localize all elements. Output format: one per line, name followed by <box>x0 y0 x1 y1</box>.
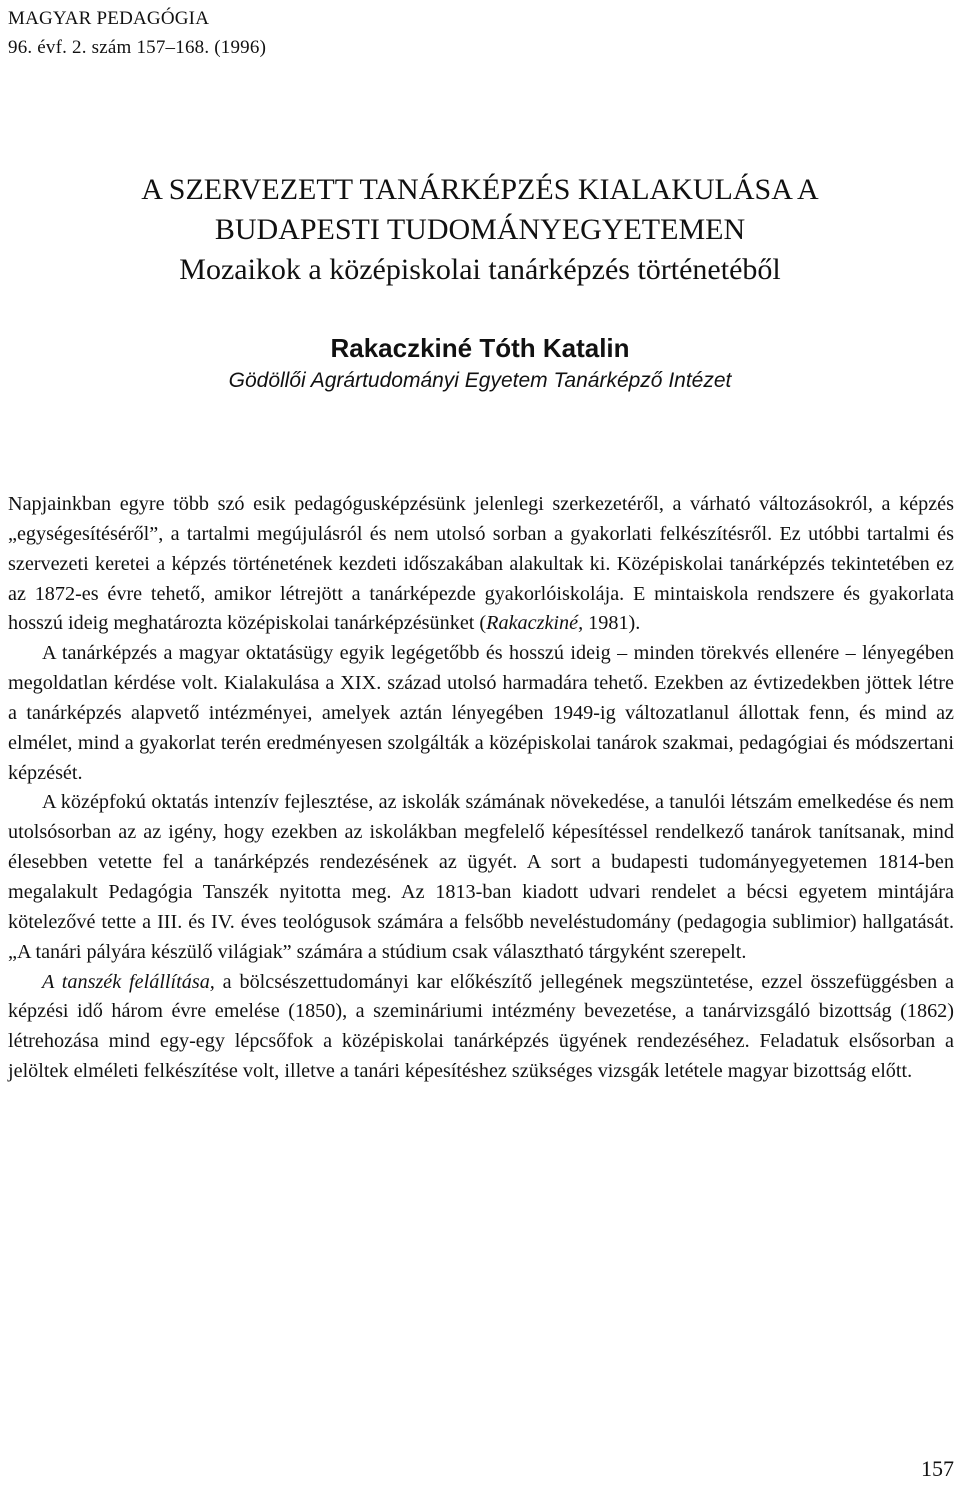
paragraph-4 <box>8 968 954 1087</box>
paragraph-1-text-b: 1981). <box>583 612 641 635</box>
article-title-line-2: BUDAPESTI TUDOMÁNYEGYETEMEN <box>214 213 746 246</box>
article-subtitle: Mozaikok a középiskolai tanárképzés történetéből <box>179 253 781 286</box>
paragraph-2: A tanárképzés a magyar oktatásügy egyik legégetőbb és hosszú ideig – minden törekvés ellenére – lényegében megoldatlan kérdése volt. Kialakulása a XIX. század utolsó harmadára tehető. Ezekben az évtizedekben jöttek létre a tanárképzés alapvető intézményei, amelyek aztán lényegében 1949-ig változatlanul állottak fenn, és mind az elmélet, mind a gyakorlat terén eredményesen szolgálták a középiskolai tanárok szakmai, pedagógiai és módszertani képzését. <box>8 642 954 784</box>
article-title-line-1: A SZERVEZETT TANÁRKÉPZÉS KIALAKULÁSA A <box>141 173 819 206</box>
journal-issue: 96. évf. 2. szám 157–168. (1996) <box>8 37 267 58</box>
citation-author: Rakaczkiné, <box>486 612 584 635</box>
paragraph-4-text: a bölcsészettudományi kar előkészítő jellegének megszüntetése, ezzel összefüggésben a képzési idő három évre emelése (1850), a szemináriumi intézmény bevezetése, a tanárvizsgáló bizottság (1862) létrehozása mind egy-egy lépcsőfok a középiskolai tanárképzés ügyének rendezéséhez. Feladatuk elsősorban a jelöltek elméleti felkészítése volt, illetve a tanári képesítéshez szükséges vizsgák letétele magyar bizottság előtt. <box>8 970 955 1083</box>
paragraph-4-lead: A tanszék felállítása, <box>42 970 215 993</box>
author-block <box>0 330 960 396</box>
paragraph-1 <box>8 490 954 639</box>
page-number: 157 <box>921 1456 954 1481</box>
article-title-block <box>0 170 960 290</box>
paragraph-3: A középfokú oktatás intenzív fejlesztése, az iskolák számának növekedése, a tanulói létszám emelkedése és nem utolsósorban az az igény, hogy ezekben az iskolákban megfelelő képesítéssel rendelkező tanárok tanítsanak, mind élesebben vetette fel a tanárképzés rendezésének az ügyét. A sort a budapesti tudományegyetemen 1814-ben megalakult Pedagógia Tanszék nyitotta meg. Az 1813-ban kiadott udvari rendelet a bécsi egyetem mintájára kötelezővé tette a III. és IV. éves teológusok számára a felsőbb neveléstudomány (pedagogia sublimior) hallgatását. „A tanári pályára készülő világiak” számára a stúdium csak választható tárgyként szerepelt. <box>8 791 954 963</box>
journal-header <box>8 4 266 62</box>
author-name: Rakaczkiné Tóth Katalin <box>330 333 630 363</box>
journal-name: MAGYAR PEDAGÓGIA <box>8 8 210 29</box>
paragraph-1-text-a: Napjainkban egyre több szó esik pedagógusképzésünk jelenlegi szerkezetéről, a várható változásokról, a képzés „egységesítéséről”, a tartalmi megújulásról és nem utolsó sorban a gyakorlati felkészítésről. Ez utóbbi tartalmi és szervezeti keretei a képzés történetének kezdeti időszakában alakultak ki. Középiskolai tanárképzés tekintetében ez az 1872-es évre tehető, amikor létrejött a tanárképezde gyakorlóiskolája. E mintaiskola rendszere és gyakorlata hosszú ideig meghatározta középiskolai tanárképzésünket ( <box>8 493 954 635</box>
author-affiliation: Gödöllői Agrártudományi Egyetem Tanárképző Intézet <box>228 369 732 392</box>
article-body <box>8 490 954 1087</box>
